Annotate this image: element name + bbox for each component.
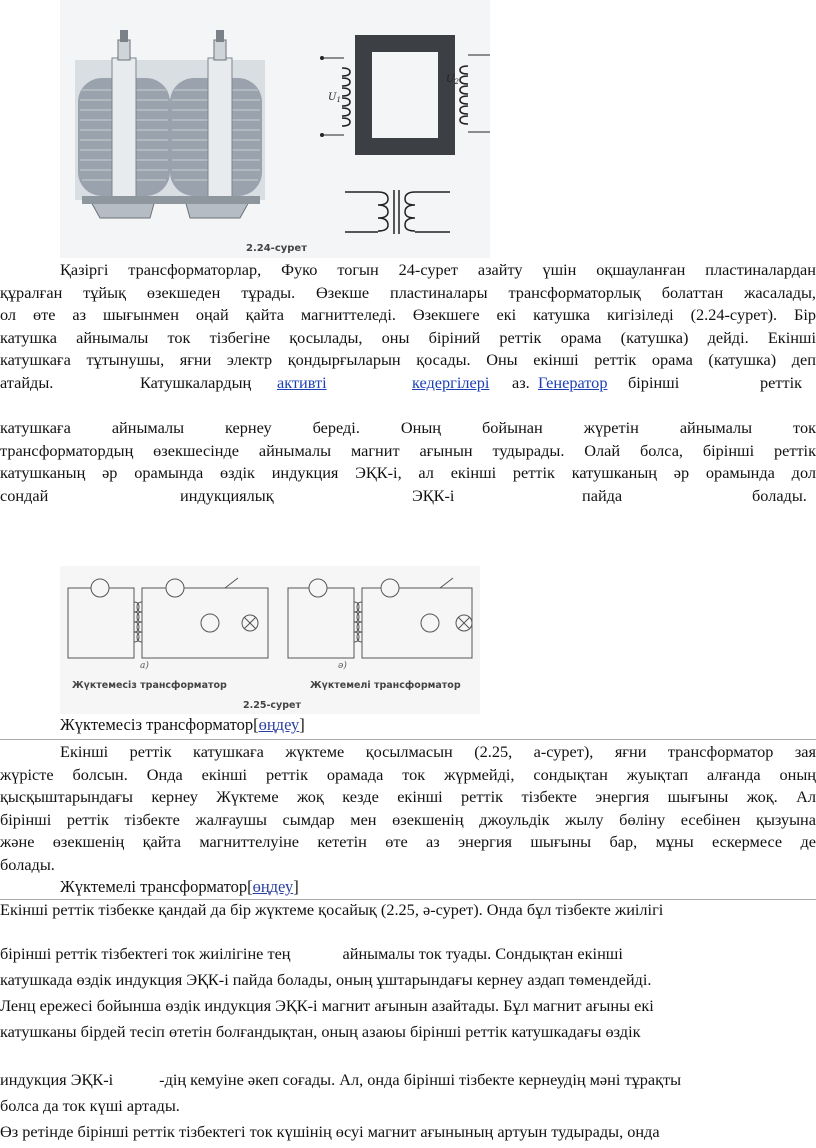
transformer-illustration — [60, 0, 490, 258]
text-line: катушканы бірдей тесіп өтетін болғандықтан, оның азаюы бірінші реттік катушкадағы өздік — [0, 1022, 641, 1041]
section-title: Жүктемелі трансформатор — [60, 877, 248, 896]
section-title: Жүктемесіз трансформатор — [60, 715, 254, 734]
section-heading-loaded: Жүктемелі трансформатор[өңдеу] — [60, 877, 299, 896]
text-line: катушкаға тұтынушы, яғни электр қондырғыларын қосады. Оны екінші реттік орама (катушка) деп — [0, 350, 816, 369]
figure-caption-2-24: 2.24-сурет — [246, 243, 308, 254]
u1-label: $U_1$ — [328, 92, 341, 104]
text-line: ол өте аз шығынмен оңай қайта магниттеледі. Өзекшеге екі катушка кигізіледі (2.24-сурет). Бір — [0, 305, 816, 324]
caption-unloaded: Жүктемесіз трансформатор — [72, 680, 227, 691]
u2-label: $U_2$ — [446, 74, 459, 86]
edit-link[interactable]: өңдеу — [258, 715, 300, 734]
text-line: трансформатордың өзекшесінде айнымалы магнит ағынын тудырады. Олай болса, бірінші реттік — [0, 440, 816, 460]
text-line: құралған тұйық өзекшеден тұрады. Өзекше пластиналары трансформаторлық болаттан жасалады, — [0, 282, 816, 302]
text-line: қысқыштарындағы кернеу Жүктеме жоқ кезде екінші реттік тізбекте энергия шығыны жоқ. Ал — [0, 787, 816, 806]
paragraph-intro-cont — [0, 417, 816, 507]
text-line: Қазіргі трансформаторлар, Фуко тогын 24-сурет азайту үшін оқшауланған пластиналардан — [60, 260, 816, 279]
text-line: болса да ток күші артады. — [0, 1096, 180, 1115]
section-heading-unloaded: Жүктемесіз трансформатор[өңдеу] — [60, 715, 305, 734]
paragraph-unloaded — [0, 741, 816, 876]
text-line: Ленц ережесі бойынша өздік индукция ЭҚК-і магнит ағынын азайтады. Бұл магнит ағыны екі — [0, 996, 654, 1015]
figure-2-24 — [60, 0, 490, 258]
figure-2-25 — [60, 566, 480, 714]
caption-loaded: Жүктемелі трансформатор — [310, 680, 461, 691]
text-line: сондай индукциялық ЭҚК-і пайда болады. — [0, 485, 807, 505]
edit-link[interactable]: өңдеу — [252, 877, 294, 896]
figure-caption-2-25: 2.25-сурет — [243, 700, 301, 711]
text-line: катушка айнымалы ток тізбегіне қосылады, оны біріний реттік орама (катушка) дейді. Екінші — [0, 327, 816, 347]
label-b: ә) — [338, 661, 347, 671]
label-a: а) — [140, 661, 149, 671]
text-line: бірінші реттік тізбектегі ток жиілігіне тең айнымалы ток туады. Сондықтан екінші — [0, 944, 623, 963]
transformer-photo — [75, 30, 265, 218]
text-line: жүрісте болсын. Онда екінші реттік орамада ток жүрмейді, сондықтан жуықтап алғанда оның — [0, 764, 816, 784]
circuit-diagrams — [60, 566, 480, 714]
text-line: бірінші реттік тізбекте жалғаушы сымдар мен өзекшенің джоульдік жылу бөліну есебінен қызуына — [0, 809, 816, 829]
text-line: индукция ЭҚК-і -дің кемуіне әкеп соғады. Ал, онда бірінші тізбекте кернеудің мәні тұрақты — [0, 1070, 682, 1089]
link-active[interactable]: активті — [277, 372, 327, 392]
text-line: және өзекшенің қайта магниттелуіне кететін өте аз энергия шығыны бар, мұны ескермесе де — [0, 832, 816, 851]
text-line: болады. — [0, 854, 55, 874]
text-line: Екінші реттік тізбекке қандай да бір жүктеме қосайық (2.25, ә-сурет). Онда бұл тізбекте жиілігі — [0, 900, 664, 919]
text-line: катушкада өздік индукция ЭҚК-і пайда болады, оның ұштарындағы кернеу аздап төмендейді. — [0, 970, 652, 989]
text-line-links: атайды. Катушкалардың активті кедергілері аз. Генератор бірінші реттік — [0, 372, 816, 395]
text-line: катушкаға айнымалы кернеу береді. Оның бойынан жүретін айнымалы ток — [0, 418, 816, 437]
transformer-symbol — [345, 190, 450, 234]
text-line: Өз ретінде бірінші реттік тізбектегі ток күшінің өсуі магнит ағынының артуын тудырады, онда — [0, 1122, 660, 1141]
paragraph-intro — [0, 259, 816, 394]
text-line: Екінші реттік катушкаға жүктеме қосылмасын (2.25, а-сурет), яғни трансформатор зая — [60, 742, 816, 761]
link-resistance[interactable]: кедергілері — [412, 372, 490, 392]
transformer-core-schematic — [320, 35, 490, 155]
section-divider — [0, 739, 816, 740]
link-generator[interactable]: Генератор — [538, 372, 608, 392]
text-line: катушканың әр орамында өздік индукция ЭҚК-і, ал екінші реттік катушканың әр орамында дол — [0, 463, 816, 482]
